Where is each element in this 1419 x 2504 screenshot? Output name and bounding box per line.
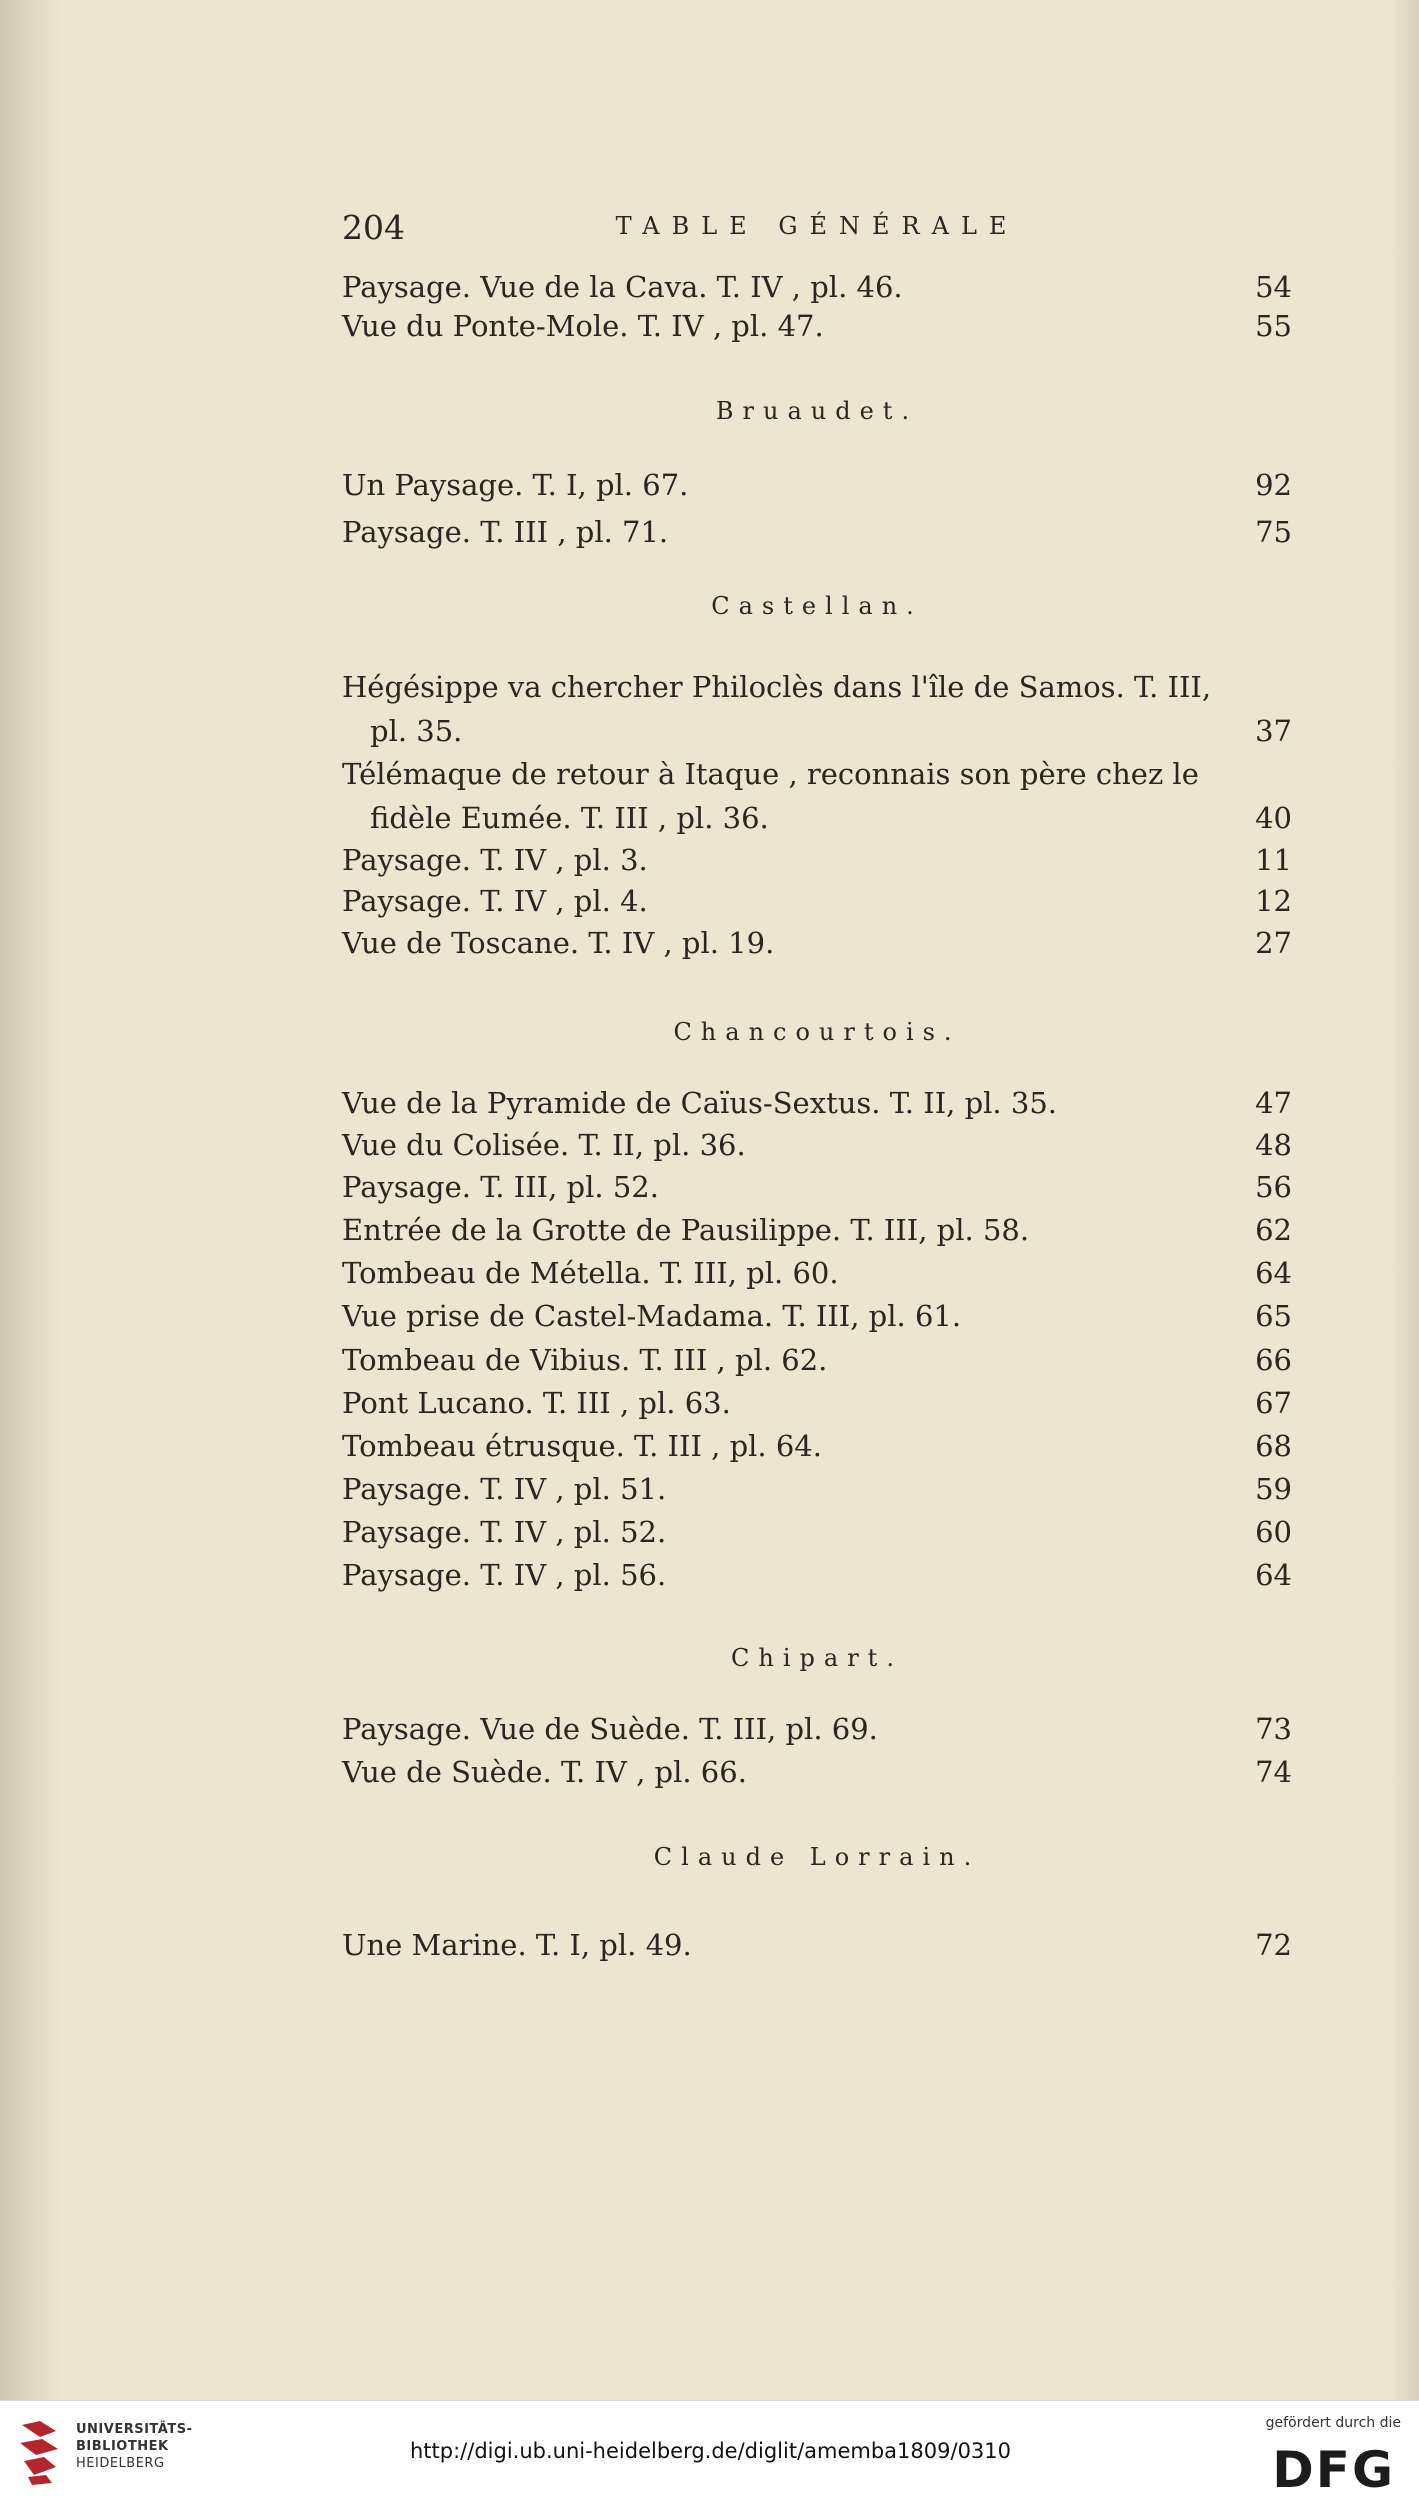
index-entry [342,843,1292,887]
index-entry [342,926,1292,970]
index-entry [342,670,1292,714]
university-library-logo-icon [16,2417,62,2487]
index-entry [342,1256,1292,1300]
index-entry [342,1128,1292,1172]
index-entry [342,1472,1292,1516]
entry-text: Un Paysage. T. I, pl. 67. [342,468,689,502]
entry-page: 56 [1255,1170,1292,1204]
index-entry-continuation [342,714,1292,758]
entry-text: Paysage. T. III, pl. 52. [342,1170,659,1204]
entry-page: 55 [1255,309,1292,343]
index-entry [342,1712,1292,1756]
source-url-link[interactable]: http://digi.ub.uni-heidelberg.de/diglit/amemba1809/0310 [410,2439,1012,2463]
index-entry [342,1515,1292,1559]
entry-page: 12 [1255,884,1292,918]
index-entry [342,1558,1292,1602]
entry-text: Paysage. T. III , pl. 71. [342,515,669,549]
dfg-logo: DFG [1272,2441,1395,2499]
entry-page: 47 [1255,1086,1292,1120]
index-entry [342,1213,1292,1257]
entry-page: 62 [1255,1213,1292,1247]
entry-page: 74 [1255,1755,1292,1789]
entry-page: 65 [1255,1299,1292,1333]
entry-page: 67 [1255,1386,1292,1420]
entry-text: Paysage. T. IV , pl. 51. [342,1472,667,1506]
entry-text: Télémaque de retour à Itaque , reconnais son père chez le [342,757,1199,791]
entry-page: 66 [1255,1343,1292,1377]
entry-text: Paysage. T. IV , pl. 52. [342,1515,667,1549]
entry-text: Tombeau de Métella. T. III, pl. 60. [342,1256,839,1290]
library-name-line: HEIDELBERG [76,2456,165,2471]
entry-page: 92 [1255,468,1292,502]
entry-page: 73 [1255,1712,1292,1746]
entry-text: Paysage. Vue de la Cava. T. IV , pl. 46. [342,270,903,304]
entry-page: 54 [1255,270,1292,304]
entry-page: 72 [1255,1928,1292,1962]
digitization-footer [0,2400,1419,2504]
entry-page: 59 [1255,1472,1292,1506]
entry-text: Vue prise de Castel-Madama. T. III, pl. 61. [342,1299,962,1333]
entry-page: 27 [1255,926,1292,960]
entry-text: Une Marine. T. I, pl. 49. [342,1928,692,1962]
entry-page: 75 [1255,515,1292,549]
index-entry-continuation [342,801,1292,845]
index-entry [342,515,1292,559]
entry-text: Pont Lucano. T. III , pl. 63. [342,1386,731,1420]
index-entry [342,468,1292,512]
entry-page: 60 [1255,1515,1292,1549]
library-name-line: UNIVERSITÄTS- [76,2422,193,2437]
index-entry [342,757,1292,801]
entry-page: 48 [1255,1128,1292,1162]
entry-text-continuation: fidèle Eumée. T. III , pl. 36. [370,801,769,835]
entry-text: Paysage. T. IV , pl. 3. [342,843,648,877]
index-entry [342,1086,1292,1130]
funding-note: gefördert durch die [1265,2415,1401,2431]
entry-text: Vue du Ponte-Mole. T. IV , pl. 47. [342,309,824,343]
section-title-claude-lorrain: Claude Lorrain. [653,1843,981,1871]
entry-text-continuation: pl. 35. [370,714,463,748]
entry-text: Paysage. Vue de Suède. T. III, pl. 69. [342,1712,878,1746]
library-name-line: BIBLIOTHEK [76,2439,169,2454]
index-entry [342,884,1292,928]
entry-page: 68 [1255,1429,1292,1463]
section-title-castellan: Castellan. [711,592,923,620]
entry-page: 64 [1255,1558,1292,1592]
page-header [342,208,1292,248]
entry-text: Tombeau étrusque. T. III , pl. 64. [342,1429,822,1463]
entry-text: Vue de la Pyramide de Caïus-Sextus. T. II, pl. 35. [342,1086,1057,1120]
index-entry [342,270,1292,314]
index-entry [342,1170,1292,1214]
index-entry [342,1343,1292,1387]
entry-text: Paysage. T. IV , pl. 56. [342,1558,667,1592]
section-title-chancourtois: Chancourtois. [673,1018,961,1046]
entry-text: Vue du Colisée. T. II, pl. 36. [342,1128,746,1162]
entry-page: 40 [1255,801,1292,835]
index-entry [342,1299,1292,1343]
index-entry [342,1928,1292,1972]
index-entry [342,309,1292,353]
entry-text: Hégésippe va chercher Philoclès dans l'île de Samos. T. III, [342,670,1212,704]
entry-text: Entrée de la Grotte de Pausilippe. T. III, pl. 58. [342,1213,1030,1247]
entry-page: 11 [1255,843,1292,877]
entry-page: 37 [1255,714,1292,748]
section-title-bruaudet: Bruaudet. [715,397,919,425]
index-entry [342,1386,1292,1430]
section-title-chipart: Chipart. [731,1644,903,1672]
entry-text: Vue de Toscane. T. IV , pl. 19. [342,926,775,960]
index-entry [342,1755,1292,1799]
running-title: TABLE GÉNÉRALE [615,212,1019,240]
entry-text: Paysage. T. IV , pl. 4. [342,884,648,918]
index-entry [342,1429,1292,1473]
entry-text: Vue de Suède. T. IV , pl. 66. [342,1755,747,1789]
entry-text: Tombeau de Vibius. T. III , pl. 62. [342,1343,828,1377]
entry-page: 64 [1255,1256,1292,1290]
page-number: 204 [342,208,405,247]
library-name [76,2421,192,2472]
